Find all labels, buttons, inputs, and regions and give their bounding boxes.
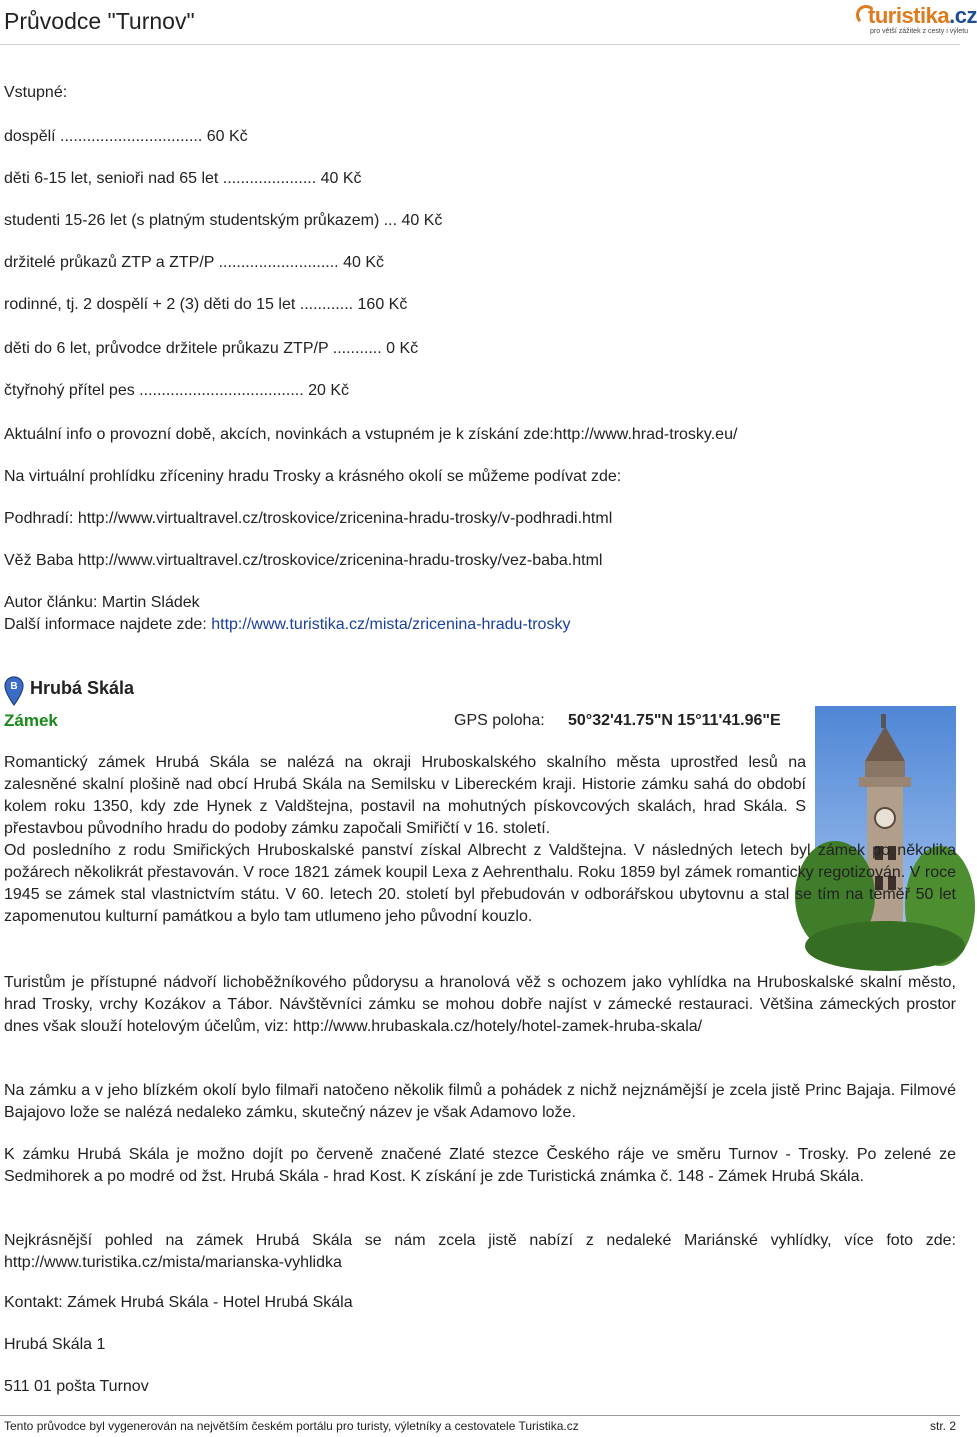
place-paragraph-2: Turistům je přístupné nádvoří lichoběžníkového půdorysu a hranolová věž s ochozem jako vyhlídka na Hruboskalské skalní město, hrad Trosky, vrchy Kozákov a Tábor. Návštěvníci zámku se mohou dobře najíst v zámecké restauraci. Většina zámeckých prostor dnes však slouží hotelovým účelům, viz: http://www.hrubaskala.cz/hotely/hotel-zamek-hruba-skala/: [4, 974, 956, 1035]
place-paragraph-3: Na zámku a v jeho blízkém okolí bylo filmaři natočeno několik filmů a pohádek z nichž nejznámější je zcela jistě Princ Bajaja. Filmové Bajajovo lože se nalézá nedaleko zámku, skutečný název je však Adamovo lože.: [4, 1082, 956, 1121]
page-header: [0, 0, 977, 45]
price-row: děti 6-15 let, senioři nad 65 let ..................... 40 Kč: [4, 170, 362, 187]
virtual-tour-link-baba: Věž Baba http://www.virtualtravel.cz/troskovice/zricenina-hradu-trosky/vez-baba.html: [4, 552, 603, 569]
page-title: Průvodce "Turnov": [4, 8, 195, 34]
more-info-label: Další informace najdete zde:: [4, 616, 207, 633]
prices-heading: Vstupné:: [4, 84, 68, 101]
virtual-tour-intro: Na virtuální prohlídku zříceniny hradu Trosky a krásného okolí se můžeme podívat zde:: [4, 468, 622, 485]
more-info-link[interactable]: http://www.turistika.cz/mista/zricenina-hradu-trosky: [211, 616, 571, 633]
info-line: Aktuální info o provozní době, akcích, novinkách a vstupném je k získání zde:http://www.hrad-trosky.eu/: [4, 426, 738, 443]
turistika-logo[interactable]: [856, 3, 977, 39]
page-number: str. 2: [929, 1419, 956, 1433]
svg-text:B: B: [10, 681, 18, 692]
place-title: Hrubá Skála: [30, 678, 135, 698]
map-marker-icon: [4, 676, 24, 706]
place-paragraph-5: Nejkrásnější pohled na zámek Hrubá Skála se nám zcela jistě nabízí z nedaleké Mariánské vyhlídky, více foto zde: http://www.turistika.cz/mista/marianska-vyhlidka: [4, 1232, 956, 1271]
price-row: rodinné, tj. 2 dospělí + 2 (3) děti do 15 let ............ 160 Kč: [4, 296, 408, 313]
logo-tagline: pro větší zážitek z cesty i výletu: [870, 28, 969, 35]
more-info: [4, 616, 570, 634]
footer-text: Tento průvodce byl vygenerován na největším českém portálu pro turisty, výletníky a cestovatele Turistika.cz: [4, 1419, 579, 1433]
article-author: Autor článku: Martin Sládek: [4, 594, 200, 611]
place-paragraph-1b: Od posledního z rodu Smiřických Hruboskalské panství získal Albrecht z Valdštejna. V následných letech byl zámek po několika požárech několikrát přestavován. V roce 1821 zámek koupil Lexa z Aehrenthalu. Roku 1859 byl zámek romanticky regotizován. V roce 1945 se zámek stal vlastnictvím státu. V 60. letech 20. století byl přebudován v odborářskou ubytovnu a stal se tím na téměř 50 let zapomenutou kulturní památkou a bylo tam utlumeno jeho původní kouzlo.: [4, 842, 956, 925]
address-line-2: 511 01 pošta Turnov: [4, 1378, 149, 1395]
price-row: děti do 6 let, průvodce držitele průkazu ZTP/P ........... 0 Kč: [4, 340, 419, 357]
virtual-tour-link-podhradi: Podhradí: http://www.virtualtravel.cz/troskovice/zricenina-hradu-trosky/v-podhradi.html: [4, 510, 613, 527]
gps-label: GPS poloha:: [454, 712, 545, 729]
place-paragraph-4: K zámku Hrubá Skála je možno dojít po červeně značené Zlaté stezce Českého ráje ve směru Turnov - Trosky. Po zelené ze Sedmihorek a po modré od žst. Hrubá Skála - hrad Kost. K získání je zde Turistická známka č. 148 - Zámek Hrubá Skála.: [4, 1146, 956, 1185]
gps-value: 50°32'41.75"N 15°11'41.96"E: [568, 712, 781, 729]
place-category: Zámek: [4, 711, 58, 730]
price-row: držitelé průkazů ZTP a ZTP/P ........................... 40 Kč: [4, 254, 384, 271]
place-paragraph-1: Romantický zámek Hrubá Skála se nalézá na okraji Hruboskalského skalního města uprostřed lesů na zalesněné skalní plošině nad obcí Hrubá Skála na Semilsku v Libereckém kraji. Historie zámku sahá do období kolem roku 1350, kdy zde Hynek z Valdštejna, postavil na mohutných pískovcových skalách, hrad Skála. S přestavbou původního hradu do podoby zámku započali Smiřičtí v 16. století.: [4, 754, 806, 837]
contact-line: Kontakt: Zámek Hrubá Skála - Hotel Hrubá Skála: [4, 1294, 353, 1311]
address-line-1: Hrubá Skála 1: [4, 1336, 106, 1353]
page-footer: [0, 1415, 960, 1437]
logo-wordmark: turistika.cz: [868, 3, 977, 28]
price-row: dospělí ................................ 60 Kč: [4, 128, 248, 145]
price-row: čtyřnohý přítel pes ..................................... 20 Kč: [4, 382, 350, 399]
price-row: studenti 15-26 let (s platným studentským průkazem) ... 40 Kč: [4, 212, 443, 229]
